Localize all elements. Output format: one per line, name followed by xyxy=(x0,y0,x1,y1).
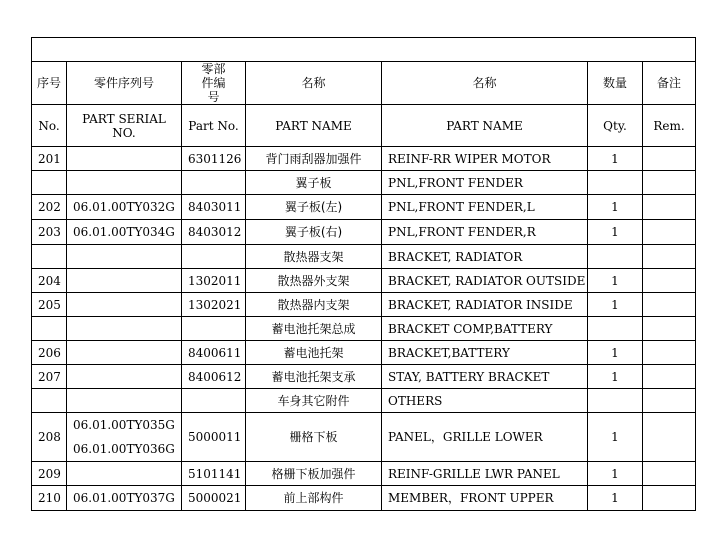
row-qty: 1 xyxy=(588,486,643,511)
header-partno-zh: 零部件编号 xyxy=(182,62,246,105)
row-name-en: OTHERS xyxy=(382,389,588,413)
table-row xyxy=(32,195,696,220)
row-remark xyxy=(643,245,696,269)
row-number: 205 xyxy=(32,293,67,317)
serial-number: 06.01.00TY035G xyxy=(73,418,175,432)
title-row xyxy=(32,38,696,62)
row-serial xyxy=(67,462,182,486)
row-number: 203 xyxy=(32,220,67,245)
row-part-number: 8400612 xyxy=(182,365,246,389)
row-qty: 1 xyxy=(588,341,643,365)
row-part-number: 8403012 xyxy=(182,220,246,245)
row-name-en: BRACKET, RADIATOR OUTSIDE xyxy=(382,269,588,293)
row-serial xyxy=(67,245,182,269)
header-name-en-zh: 名称 xyxy=(382,62,588,105)
row-name-cn: 背门雨刮器加强件 xyxy=(246,147,382,171)
row-qty: 1 xyxy=(588,269,643,293)
table-row xyxy=(32,341,696,365)
row-qty xyxy=(588,245,643,269)
row-serial xyxy=(67,293,182,317)
row-number xyxy=(32,389,67,413)
row-part-number: 5000011 xyxy=(182,413,246,462)
header-qty-zh: 数量 xyxy=(588,62,643,105)
row-serial xyxy=(67,365,182,389)
row-number: 210 xyxy=(32,486,67,511)
row-qty: 1 xyxy=(588,147,643,171)
row-remark xyxy=(643,389,696,413)
row-name-cn: 蓄电池托架总成 xyxy=(246,317,382,341)
row-serial xyxy=(67,389,182,413)
row-part-number xyxy=(182,171,246,195)
serial-number: 06.01.00TY034G xyxy=(73,225,175,239)
row-name-en: BRACKET COMP,BATTERY xyxy=(382,317,588,341)
row-remark xyxy=(643,147,696,171)
header-row-zh xyxy=(32,62,696,105)
row-name-en: PNL,FRONT FENDER,L xyxy=(382,195,588,220)
header-serial-en: PART SERIAL NO. xyxy=(67,105,182,147)
row-part-number: 1302011 xyxy=(182,269,246,293)
row-name-en: MEMBER，FRONT UPPER xyxy=(382,486,588,511)
row-name-cn: 散热器外支架 xyxy=(246,269,382,293)
row-serial xyxy=(67,413,182,462)
row-qty: 1 xyxy=(588,220,643,245)
row-qty xyxy=(588,317,643,341)
row-number: 208 xyxy=(32,413,67,462)
row-name-cn: 翼子板 xyxy=(246,171,382,195)
row-remark xyxy=(643,317,696,341)
row-name-en: BRACKET, RADIATOR INSIDE xyxy=(382,293,588,317)
table-row xyxy=(32,486,696,511)
row-name-en: PANEL，GRILLE LOWER xyxy=(382,413,588,462)
header-row-en xyxy=(32,105,696,147)
serial-number: 06.01.00TY037G xyxy=(73,491,175,505)
table-row xyxy=(32,171,696,195)
table-row xyxy=(32,220,696,245)
row-part-number: 8400611 xyxy=(182,341,246,365)
row-part-number: 8403011 xyxy=(182,195,246,220)
row-remark xyxy=(643,195,696,220)
row-part-number: 1302021 xyxy=(182,293,246,317)
row-remark xyxy=(643,293,696,317)
table-row xyxy=(32,462,696,486)
row-remark xyxy=(643,220,696,245)
row-remark xyxy=(643,462,696,486)
table-row xyxy=(32,245,696,269)
table-row xyxy=(32,147,696,171)
row-name-en: PNL,FRONT FENDER xyxy=(382,171,588,195)
header-name-cn-zh: 名称 xyxy=(246,62,382,105)
row-serial xyxy=(67,195,182,220)
row-serial xyxy=(67,317,182,341)
row-serial xyxy=(67,220,182,245)
table-row xyxy=(32,317,696,341)
row-number: 201 xyxy=(32,147,67,171)
row-name-cn: 散热器支架 xyxy=(246,245,382,269)
row-number: 207 xyxy=(32,365,67,389)
row-name-cn: 翼子板(右) xyxy=(246,220,382,245)
row-name-en: PNL,FRONT FENDER,R xyxy=(382,220,588,245)
row-name-en: REINF-GRILLE LWR PANEL xyxy=(382,462,588,486)
row-qty xyxy=(588,389,643,413)
row-number xyxy=(32,171,67,195)
row-number: 202 xyxy=(32,195,67,220)
row-name-cn: 散热器内支架 xyxy=(246,293,382,317)
row-name-en: BRACKET,BATTERY xyxy=(382,341,588,365)
row-remark xyxy=(643,413,696,462)
row-part-number xyxy=(182,389,246,413)
row-name-cn: 格栅下板加强件 xyxy=(246,462,382,486)
row-qty: 1 xyxy=(588,293,643,317)
header-name-cn-col-en: PART NAME xyxy=(246,105,382,147)
row-name-cn: 翼子板(左) xyxy=(246,195,382,220)
row-number: 206 xyxy=(32,341,67,365)
serial-number: 06.01.00TY032G xyxy=(73,200,175,214)
row-name-cn: 栅格下板 xyxy=(246,413,382,462)
row-remark xyxy=(643,486,696,511)
row-number xyxy=(32,245,67,269)
row-serial xyxy=(67,269,182,293)
row-name-en: REINF-RR WIPER MOTOR xyxy=(382,147,588,171)
table-row xyxy=(32,365,696,389)
header-name-en-col-en: PART NAME xyxy=(382,105,588,147)
row-part-number xyxy=(182,245,246,269)
row-name-cn: 前上部构件 xyxy=(246,486,382,511)
header-seq-en: No. xyxy=(32,105,67,147)
table-row xyxy=(32,389,696,413)
row-number xyxy=(32,317,67,341)
row-part-number: 6301126 xyxy=(182,147,246,171)
table-row xyxy=(32,413,696,462)
row-remark xyxy=(643,365,696,389)
row-serial xyxy=(67,147,182,171)
header-rem-en: Rem. xyxy=(643,105,696,147)
row-qty: 1 xyxy=(588,413,643,462)
row-qty: 1 xyxy=(588,365,643,389)
row-name-en: STAY, BATTERY BRACKET xyxy=(382,365,588,389)
row-qty xyxy=(588,171,643,195)
header-partno-en: Part No. xyxy=(182,105,246,147)
header-serial-zh: 零件序列号 xyxy=(67,62,182,105)
parts-table xyxy=(31,37,696,511)
row-name-cn: 车身其它附件 xyxy=(246,389,382,413)
row-remark xyxy=(643,171,696,195)
row-name-cn: 蓄电池托架 xyxy=(246,341,382,365)
row-serial xyxy=(67,486,182,511)
row-number: 209 xyxy=(32,462,67,486)
header-rem-zh: 备注 xyxy=(643,62,696,105)
serial-number: 06.01.00TY036G xyxy=(73,442,175,456)
row-serial xyxy=(67,341,182,365)
table-row xyxy=(32,269,696,293)
row-qty: 1 xyxy=(588,462,643,486)
parts-list-sheet xyxy=(31,37,696,511)
title-cell xyxy=(32,38,696,62)
row-part-number: 5101141 xyxy=(182,462,246,486)
row-part-number: 5000021 xyxy=(182,486,246,511)
header-seq-zh: 序号 xyxy=(32,62,67,105)
row-name-cn: 蓄电池托架支承 xyxy=(246,365,382,389)
row-qty: 1 xyxy=(588,195,643,220)
row-part-number xyxy=(182,317,246,341)
row-name-en: BRACKET, RADIATOR xyxy=(382,245,588,269)
row-serial xyxy=(67,171,182,195)
row-remark xyxy=(643,341,696,365)
table-row xyxy=(32,293,696,317)
header-qty-en: Qty. xyxy=(588,105,643,147)
row-remark xyxy=(643,269,696,293)
row-number: 204 xyxy=(32,269,67,293)
